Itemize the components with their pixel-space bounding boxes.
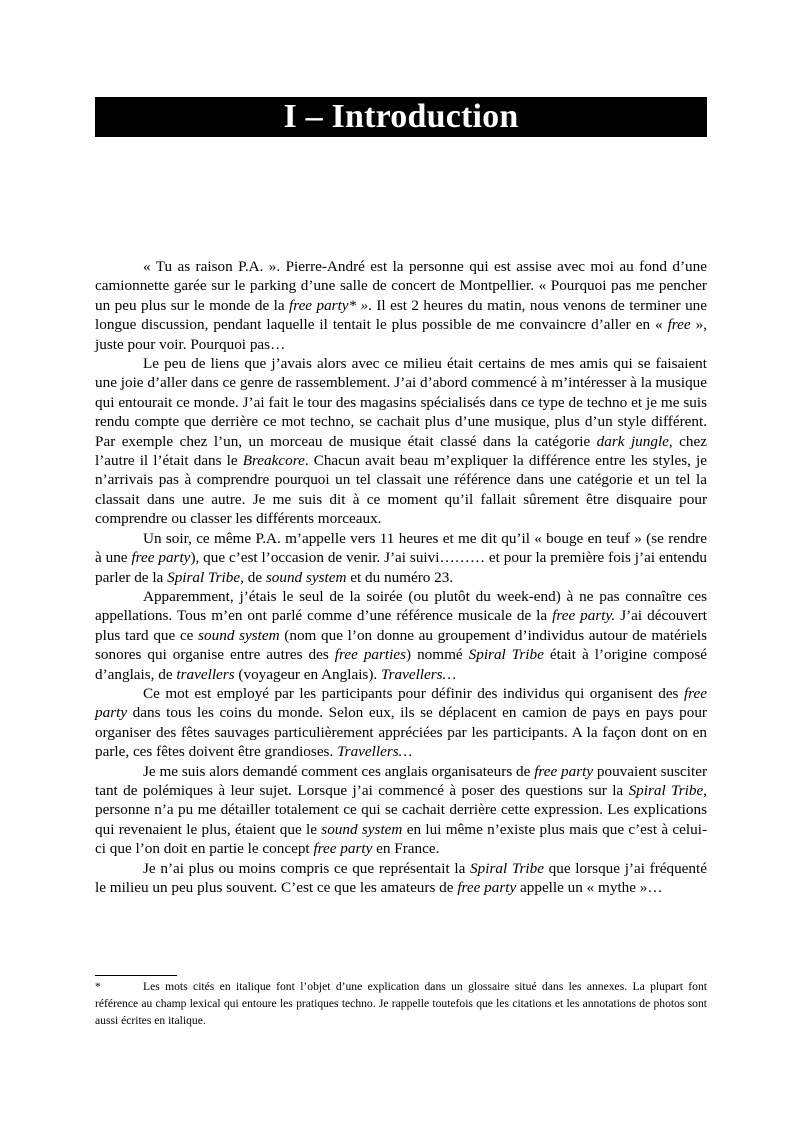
text-run: , chez l’autre il l’était dans le	[95, 432, 707, 470]
text-run: Apparemment, j’étais le seul de la soirée (ou plutôt du week-end) à ne pas connaître ces appellations. Tous m’en ont parlé comme d’une référence musicale de la	[95, 587, 707, 625]
text-run: personne n’a pu me détailler totalement ce qui se cachait derrière cette expression. Les explications qui revenaient le plus, étaient que le	[95, 801, 707, 838]
paragraph	[95, 257, 707, 354]
italic-term: free party.	[552, 607, 616, 625]
paragraph	[95, 762, 707, 859]
italic-term: free party	[313, 840, 373, 858]
italic-term: sound system	[198, 626, 280, 644]
italic-term: free parties	[334, 646, 407, 664]
text-run: J’ai découvert plus tard que ce	[95, 607, 707, 644]
footnote-text: Les mots cités en italique font l’objet d’une explication dans un glossaire situé dans les annexes. La plupart font référence au champ lexical qui entoure les pratiques techno. Je rappelle toutefois que les citations et les annotations de photos sont aussi écrites en italique.	[95, 980, 707, 1027]
text-run: dans tous les coins du monde. Selon eux, ils se déplacent en camion de pays en pays pour organiser des fêtes sauvages particulièrement appréciées par les participants. A la façon dont on en parle, ces fêtes doivent être grandioses.	[95, 704, 707, 761]
text-run: en lui même n’existe plus mais que c’est à celui-ci que l’on doit en partie le concept	[95, 820, 707, 858]
text-run: ) nommé	[406, 646, 469, 664]
text-run: pouvaient susciter tant de polémiques à leur sujet. Lorsque j’ai commencé à poser des questions sur la	[95, 762, 708, 799]
text-run: Le peu de liens que j’avais alors avec ce milieu était certains de mes amis qui se faisaient une joie d’aller dans ce genre de rassemblement. J’ai d’abord commencé à m’intéresser à la musique qui entourait ce monde. J’ai fait le tour des magasins spécialisés dans ce type de techno et je me suis rendu compte que derrière ce mot techno, se cachait plus d’une musique, plus d’un style différent. Par exemple chez l’un, un morceau de musique était classé dans la catégorie	[95, 355, 707, 450]
text-run: . Il est 2 heures du matin, nous venons de terminer une longue discussion, pendant laquelle il tentait le plus possible de me convaincre d’aller en «	[95, 296, 708, 334]
text-run: (voyageur en Anglais).	[234, 665, 381, 683]
italic-term: free	[667, 316, 691, 334]
paragraph	[95, 587, 707, 684]
text-run: était à l’origine composé d’anglais, de	[95, 646, 707, 683]
body-text	[95, 257, 707, 897]
text-run: en France.	[372, 840, 440, 858]
footnote	[95, 979, 707, 1029]
paragraph	[95, 354, 707, 529]
text-run: Un soir, ce même P.A. m’appelle vers 11 heures et me dit qu’il « bouge en teuf » (se rendre à une	[95, 529, 707, 567]
italic-term: free party	[131, 549, 191, 567]
text-run: . Chacun avait beau m’expliquer la différence entre les styles, je n’arrivais pas à comprendre pourquoi un tel classait une référence dans une catégorie et un tel la classait dans une autre. Je me suis dit à ce moment qu’il fallait sûrement être disquaire pour comprendre ou classer les différents morceaux.	[95, 452, 707, 528]
italic-term: Spiral Tribe,	[167, 568, 244, 586]
text-run: Je n’ai plus ou moins compris ce que représentait la	[143, 859, 471, 877]
footnote-separator	[95, 975, 177, 976]
italic-term: Spiral Tribe,	[628, 781, 707, 799]
text-run: de	[243, 568, 266, 586]
text-run: », juste pour voir. Pourquoi pas…	[95, 316, 707, 353]
italic-term: free party* »	[289, 296, 369, 314]
footnote-marker: *	[95, 980, 101, 993]
italic-term: Travellers…	[337, 743, 413, 761]
italic-term: sound system	[265, 568, 347, 586]
paragraph	[95, 529, 707, 587]
paragraph	[95, 859, 707, 898]
italic-term: dark jungle	[596, 432, 669, 450]
text-run: appelle un « mythe »…	[516, 879, 663, 896]
text-run: « Tu as raison P.A. ». Pierre-André est la personne qui est assise avec moi au fond d’une camionnette garée sur le parking d’une salle de concert de Montpellier. « Pourquoi pas me pencher un peu plus sur le monde de la	[95, 258, 707, 314]
text-run: ), que c’est l’occasion de venir. J’ai suivi……… et pour la première fois j’ai entendu parler de la	[95, 549, 707, 586]
chapter-heading-bar	[95, 97, 707, 137]
italic-term: sound system	[321, 820, 403, 838]
paragraph	[95, 684, 707, 762]
text-run: Ce mot est employé par les participants pour définir des individus qui organisent des	[143, 684, 684, 702]
chapter-title: I – Introduction	[283, 98, 519, 135]
italic-term: Spiral Tribe	[468, 646, 544, 664]
italic-term: Spiral Tribe	[470, 859, 544, 877]
text-run: que lorsque j’ai fréquenté le milieu un peu plus souvent. C’est ce que les amateurs de	[95, 859, 707, 896]
italic-term: travellers	[176, 665, 235, 683]
italic-term: free party	[95, 684, 707, 722]
text-run: (nom que l’on donne au groupement d’individus autour de matériels sonores qui organise entre autres des	[95, 626, 707, 664]
text-run: et du numéro 23.	[346, 568, 454, 586]
italic-term: Travellers…	[380, 665, 457, 683]
italic-term: free party	[534, 762, 594, 780]
italic-term: Breakcore	[242, 452, 305, 470]
text-run: Je me suis alors demandé comment ces anglais organisateurs de	[143, 762, 535, 780]
italic-term: free party	[457, 879, 517, 896]
